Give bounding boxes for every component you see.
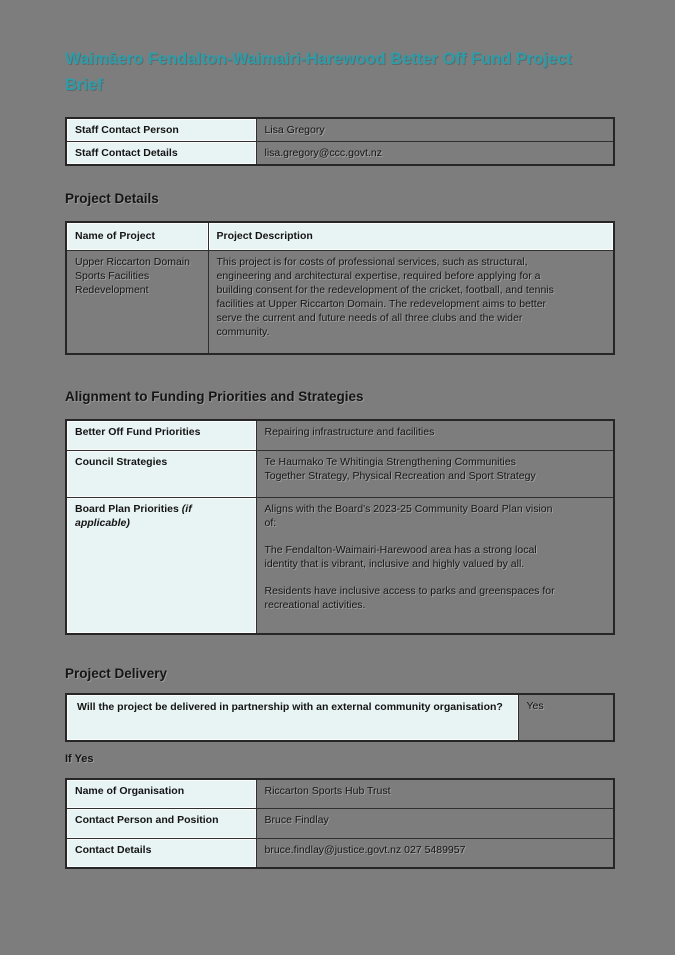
board-plan-paragraph: Aligns with the Board's 2023-25 Community Board Plan vision of:	[264, 502, 553, 529]
section-heading-alignment: Alignment to Funding Priorities and Strategies	[65, 389, 364, 404]
board-plan-paragraph: The Fendalton-Waimairi-Harewood area has a strong local identity that is vibrant, inclusive and highly valued by all.	[264, 543, 537, 570]
board-plan-label-text: Board Plan Priorities	[75, 502, 182, 515]
row-value: bruce.findlay@justice.govt.nz 027 5489957	[256, 838, 614, 868]
partnership-question: Will the project be delivered in partnership with an external community organisation?	[66, 694, 518, 741]
row-value: Bruce Findlay	[256, 808, 614, 838]
section-heading-project-delivery: Project Delivery	[65, 666, 168, 681]
board-plan-label	[66, 497, 256, 634]
row-label: Better Off Fund Priorities	[66, 420, 256, 450]
partnership-answer: Yes	[518, 694, 614, 741]
board-plan-label-suffix: (if applicable)	[75, 502, 192, 529]
row-value: Te Haumako Te Whitingia Strengthening Communities Together Strategy, Physical Recreation and Sport Strategy	[256, 450, 614, 497]
row-value: Repairing infrastructure and facilities	[256, 420, 614, 450]
board-plan-value	[256, 497, 614, 634]
organisation-table	[65, 778, 615, 869]
if-yes-label: If Yes	[65, 753, 94, 765]
table-row	[66, 450, 614, 497]
row-label: Council Strategies	[66, 450, 256, 497]
alignment-table	[65, 419, 615, 635]
row-label: Staff Contact Person	[66, 118, 256, 142]
staff-contact-table	[65, 117, 615, 166]
row-value: Lisa Gregory	[256, 118, 614, 142]
row-value: lisa.gregory@ccc.govt.nz	[256, 142, 614, 166]
column-header-name-of-project: Name of Project	[66, 222, 208, 250]
row-label: Staff Contact Details	[66, 142, 256, 166]
table-row	[66, 142, 614, 166]
table-row	[66, 779, 614, 808]
table-row	[66, 118, 614, 142]
row-label: Contact Person and Position	[66, 808, 256, 838]
table-row	[66, 497, 614, 634]
project-delivery-table	[65, 693, 615, 742]
project-name-cell: Upper Riccarton Domain Sports Facilities Redevelopment	[66, 250, 208, 354]
table-header-row	[66, 222, 614, 250]
project-details-table	[65, 221, 615, 355]
document-title: Waimāero Fendalton-Waimairi-Harewood Better Off Fund Project Brief	[65, 50, 572, 94]
row-label: Contact Details	[66, 838, 256, 868]
project-description-cell: This project is for costs of professional services, such as structural, engineering and architectural expertise, required before applying for a building consent for the redevelopment of the cricket, football, and tennis facilities at Upper Riccarton Domain. The redevelopment aims to better serve the current and future needs of all three clubs and the wider community.	[208, 250, 614, 354]
table-row	[66, 808, 614, 838]
table-row	[66, 694, 614, 741]
board-plan-paragraph: Residents have inclusive access to parks and greenspaces for recreational activities.	[264, 584, 555, 611]
row-label: Name of Organisation	[66, 779, 256, 808]
row-value: Riccarton Sports Hub Trust	[256, 779, 614, 808]
table-row	[66, 420, 614, 450]
table-row	[66, 838, 614, 868]
section-heading-project-details: Project Details	[65, 191, 159, 206]
column-header-project-description: Project Description	[208, 222, 614, 250]
table-row	[66, 250, 614, 354]
